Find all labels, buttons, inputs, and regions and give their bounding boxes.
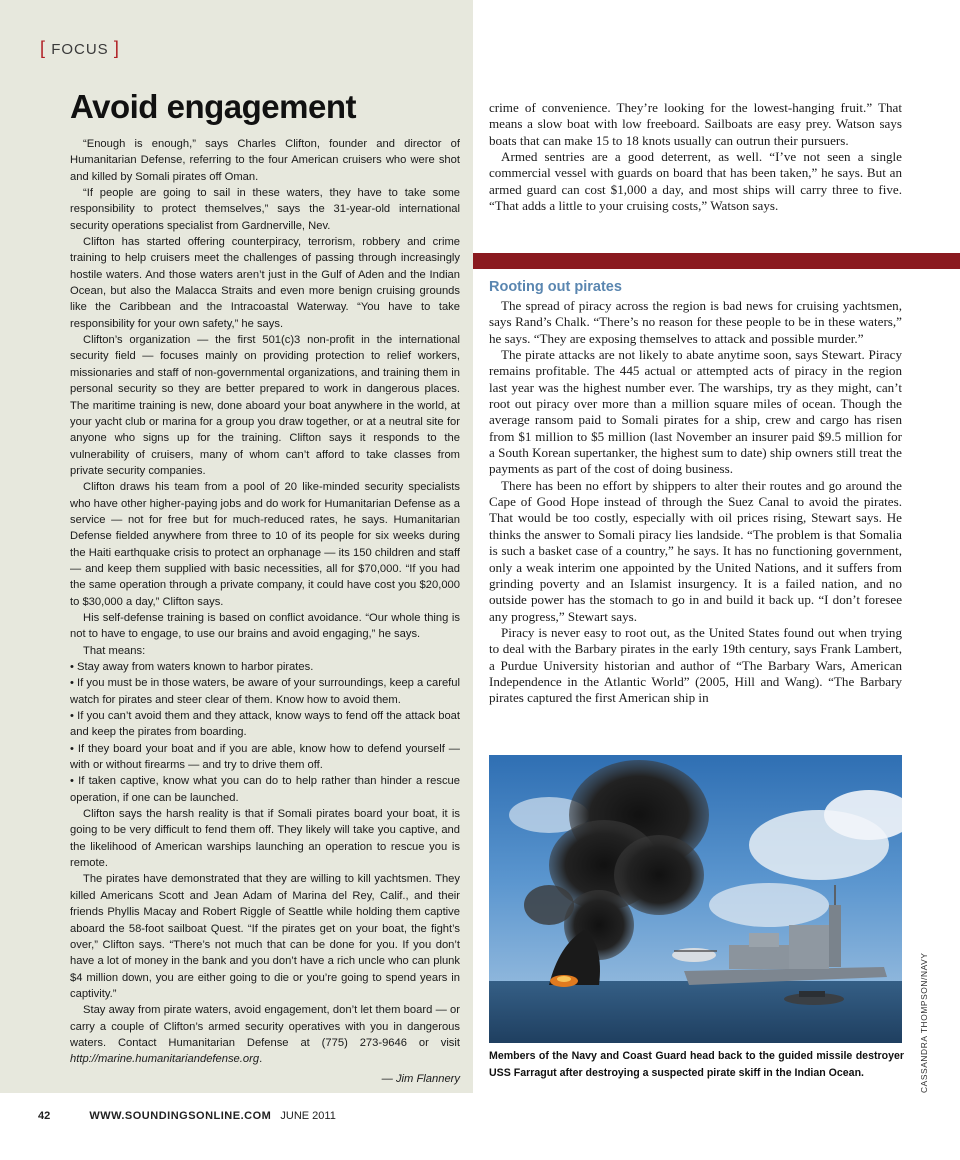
- sidebar-paragraph: Clifton says the harsh reality is that if Somali pirates board your boat, it is going to be very difficult to fend them off. They likely will take you captive, and the likelihood of American warships launching an operation to rescue you is remote.: [70, 808, 460, 870]
- sidebar-paragraph: “Enough is enough,” says Charles Clifton, founder and director of Humanitarian Defense, referring to the four American cruisers who were shot and killed by Somali pirates off Oman.: [70, 138, 460, 183]
- sidebar-paragraph: Clifton draws his team from a pool of 20 like-minded security specialists who have other higher-paying jobs and do work for Humanitarian Defense as a service — not for free but for much-reduced rates, he says. Humanitarian Defense fielded anywhere from three to 10 of its people for six weeks during the Haiti earthquake crisis to protect an orphanage — its 150 children and staff — and keep them supplied with basic necessities, all for $70,000. “If you had the same operation through a private company, it could have cost you $20,000 to $30,000 a day,” Clifton says.: [70, 481, 460, 608]
- sidebar-paragraph: Clifton’s organization — the first 501(c)3 non-profit in the international security field — focuses mainly on providing protection to relief workers, missionaries and staff of non-governmental organizations, and training them in personal security so they are better prepared to work in dangerous places. The maritime training is new, done aboard your boat anywhere in the world, at your yacht club or marina for a group you draw together, or at a neutral site for anyone who signs up for the training. Clifton says it responds to the vulnerability of cruisers, many of whom can’t afford to take classes from private security companies.: [70, 334, 460, 477]
- main-paragraph: Armed sentries are a good deterrent, as well. “I’ve not seen a single commercial vessel with guards on board that has been taken,” he says. But an armed guard can cost $1,000 a day, and most ships will carry three to five. “That adds a little to your cruising costs,” Watson says.: [489, 149, 902, 214]
- photo-caption: Members of the Navy and Coast Guard head back to the guided missile destroyer USS Farragut after destroying a suspected pirate skiff in the Indian Ocean.: [489, 1050, 904, 1079]
- news-photo: [489, 755, 902, 1043]
- bullet-item: • If they board your boat and if you are able, know how to defend yourself — with or without firearms — and try to drive them off.: [70, 742, 460, 772]
- main-paragraph: crime of convenience. They’re looking for the lowest-hanging fruit.” That means a slow boat with low freeboard. Sailboats are easy prey. Watson says boats that can make 15 to 18 knots usually can outrun their pursuers.: [489, 100, 902, 148]
- bracket-left-icon: [: [40, 38, 47, 58]
- bullet-item: • If you must be in those waters, be aware of your surroundings, keep a careful watch for pirates and steer clear of them. Know how to avoid them.: [70, 677, 460, 706]
- navy-ship-smoke-image: [489, 755, 902, 1043]
- sidebar-paragraph: “If people are going to sail in these waters, they have to take some responsibility to protect themselves,” says the 31-year-old international security operations specialist from Gardnerville, Nev.: [70, 187, 460, 232]
- sidebar-paragraph: Clifton has started offering counterpiracy, terrorism, robbery and crime training to help cruisers meet the challenges of passing through increasingly hostile waters. And those waters aren’t just in the Gulf of Aden and the Indian Ocean, but also the Malacca Straits and even more benign cruising grounds like the Caribbean and the Intracoastal Waterway. “You have to take responsibility for your own safety,” he says.: [70, 236, 460, 330]
- main-column-body: [489, 298, 902, 707]
- sidebar-paragraph: That means:: [83, 644, 146, 657]
- closing-period: .: [259, 1053, 263, 1066]
- section-tag-label: FOCUS: [51, 41, 109, 58]
- main-paragraph: The spread of piracy across the region is bad news for cruising yachtsmen, says Rand’s Chalk. “There’s no reason for these people to be in these waters,” he says. “They are exposing themselves to attack and possible murder.”: [489, 298, 902, 346]
- sidebar-paragraph: His self-defense training is based on conflict avoidance. “Our whole thing is not to have to engage, to use our brains and avoid engaging,” he says.: [70, 611, 460, 641]
- section-subhead: Rooting out pirates: [489, 279, 622, 295]
- page-footer: [38, 1110, 336, 1122]
- sidebar-paragraph: The pirates have demonstrated that they are willing to kill yachtsmen. They killed Americans Scott and Jean Adam of Marina del Rey, Calif., and their friends Phyllis Macay and Robert Riggle of Seattle while holding them captive aboard the 58-foot sailboat Quest. “If the pirates get on your boat, the fight’s over,” Clifton says. “There’s not much that can be done for you. If you don’t have a lot of money in the bank and you don’t have a rich uncle who can plunk $4 million down, you are either going to die or you’re going to spend years in captivity.”: [70, 873, 460, 1000]
- main-column-top: [489, 100, 902, 214]
- closing-text: Stay away from pirate waters, avoid engagement, don’t let them board — or carry a couple of Clifton’s armed security operatives with you in dangerous waters. Contact Humanitarian Defense at (775) 273-9646 or visit: [70, 1004, 460, 1049]
- section-divider-bar: [473, 253, 960, 269]
- sidebar-body: [70, 136, 460, 1087]
- issue-date: JUNE 2011: [280, 1110, 336, 1122]
- website-link[interactable]: WWW.SOUNDINGSONLINE.COM: [89, 1110, 272, 1122]
- contact-url-link[interactable]: http://marine.humanitariandefense.org: [70, 1053, 260, 1066]
- byline: — Jim Flannery: [381, 1072, 460, 1085]
- bullet-item: • If taken captive, know what you can do to help rather than hinder a rescue operation, if one can be launched.: [70, 775, 460, 804]
- photo-credit: CASSANDRA THOMPSON/NAVY: [919, 952, 929, 1093]
- main-paragraph: There has been no effort by shippers to alter their routes and go around the Cape of Good Hope instead of through the Suez Canal to avoid the pirates. That would be too costly, especially with oil prices rising, Stewart says. He thinks the answer to Somali piracy lies landside. “The problem is that Somalia is such a basket case of a country,” he says. It has no functioning government, only a weak interim one appointed by the United Nations, and it suffers from grinding poverty and an Islamist insurgency. It is a failed nation, and no outside power has the stomach to go in and build it back up. “I don’t foresee any progress,” Stewart says.: [489, 477, 902, 624]
- bullet-item: • If you can’t avoid them and they attack, know ways to fend off the attack boat and keep the pirates from boarding.: [70, 710, 460, 739]
- page-number: 42: [38, 1110, 51, 1122]
- section-tag: [40, 38, 120, 59]
- sidebar-headline: Avoid engagement: [70, 88, 356, 125]
- bullet-item: • Stay away from waters known to harbor pirates.: [70, 661, 314, 673]
- main-paragraph: Piracy is never easy to root out, as the United States found out when trying to deal with the Barbary pirates in the early 19th century, says Frank Lambert, a Purdue University historian and author of “The Barbary Wars, American Independence in the Atlantic World” (2005, Hill and Wang). “The Barbary pirates captured the first American ship in: [489, 624, 902, 706]
- bracket-right-icon: ]: [113, 38, 120, 58]
- sidebar-closing-paragraph: [70, 1002, 460, 1067]
- main-paragraph: The pirate attacks are not likely to abate anytime soon, says Stewart. Piracy remains profitable. The 445 actual or attempted acts of piracy in the region last year was the highest number ever. The warships, try as they might, can’t root out piracy over more than a million square miles of ocean. Though the average ransom paid to Somali pirates for a ship, crew and cargo has risen from $1 million to $5 million (last November an insurer paid $9.5 million for a South Korean supertanker, the highest sum to date) ship owners still treat the payments as part of the cost of doing business.: [489, 347, 902, 477]
